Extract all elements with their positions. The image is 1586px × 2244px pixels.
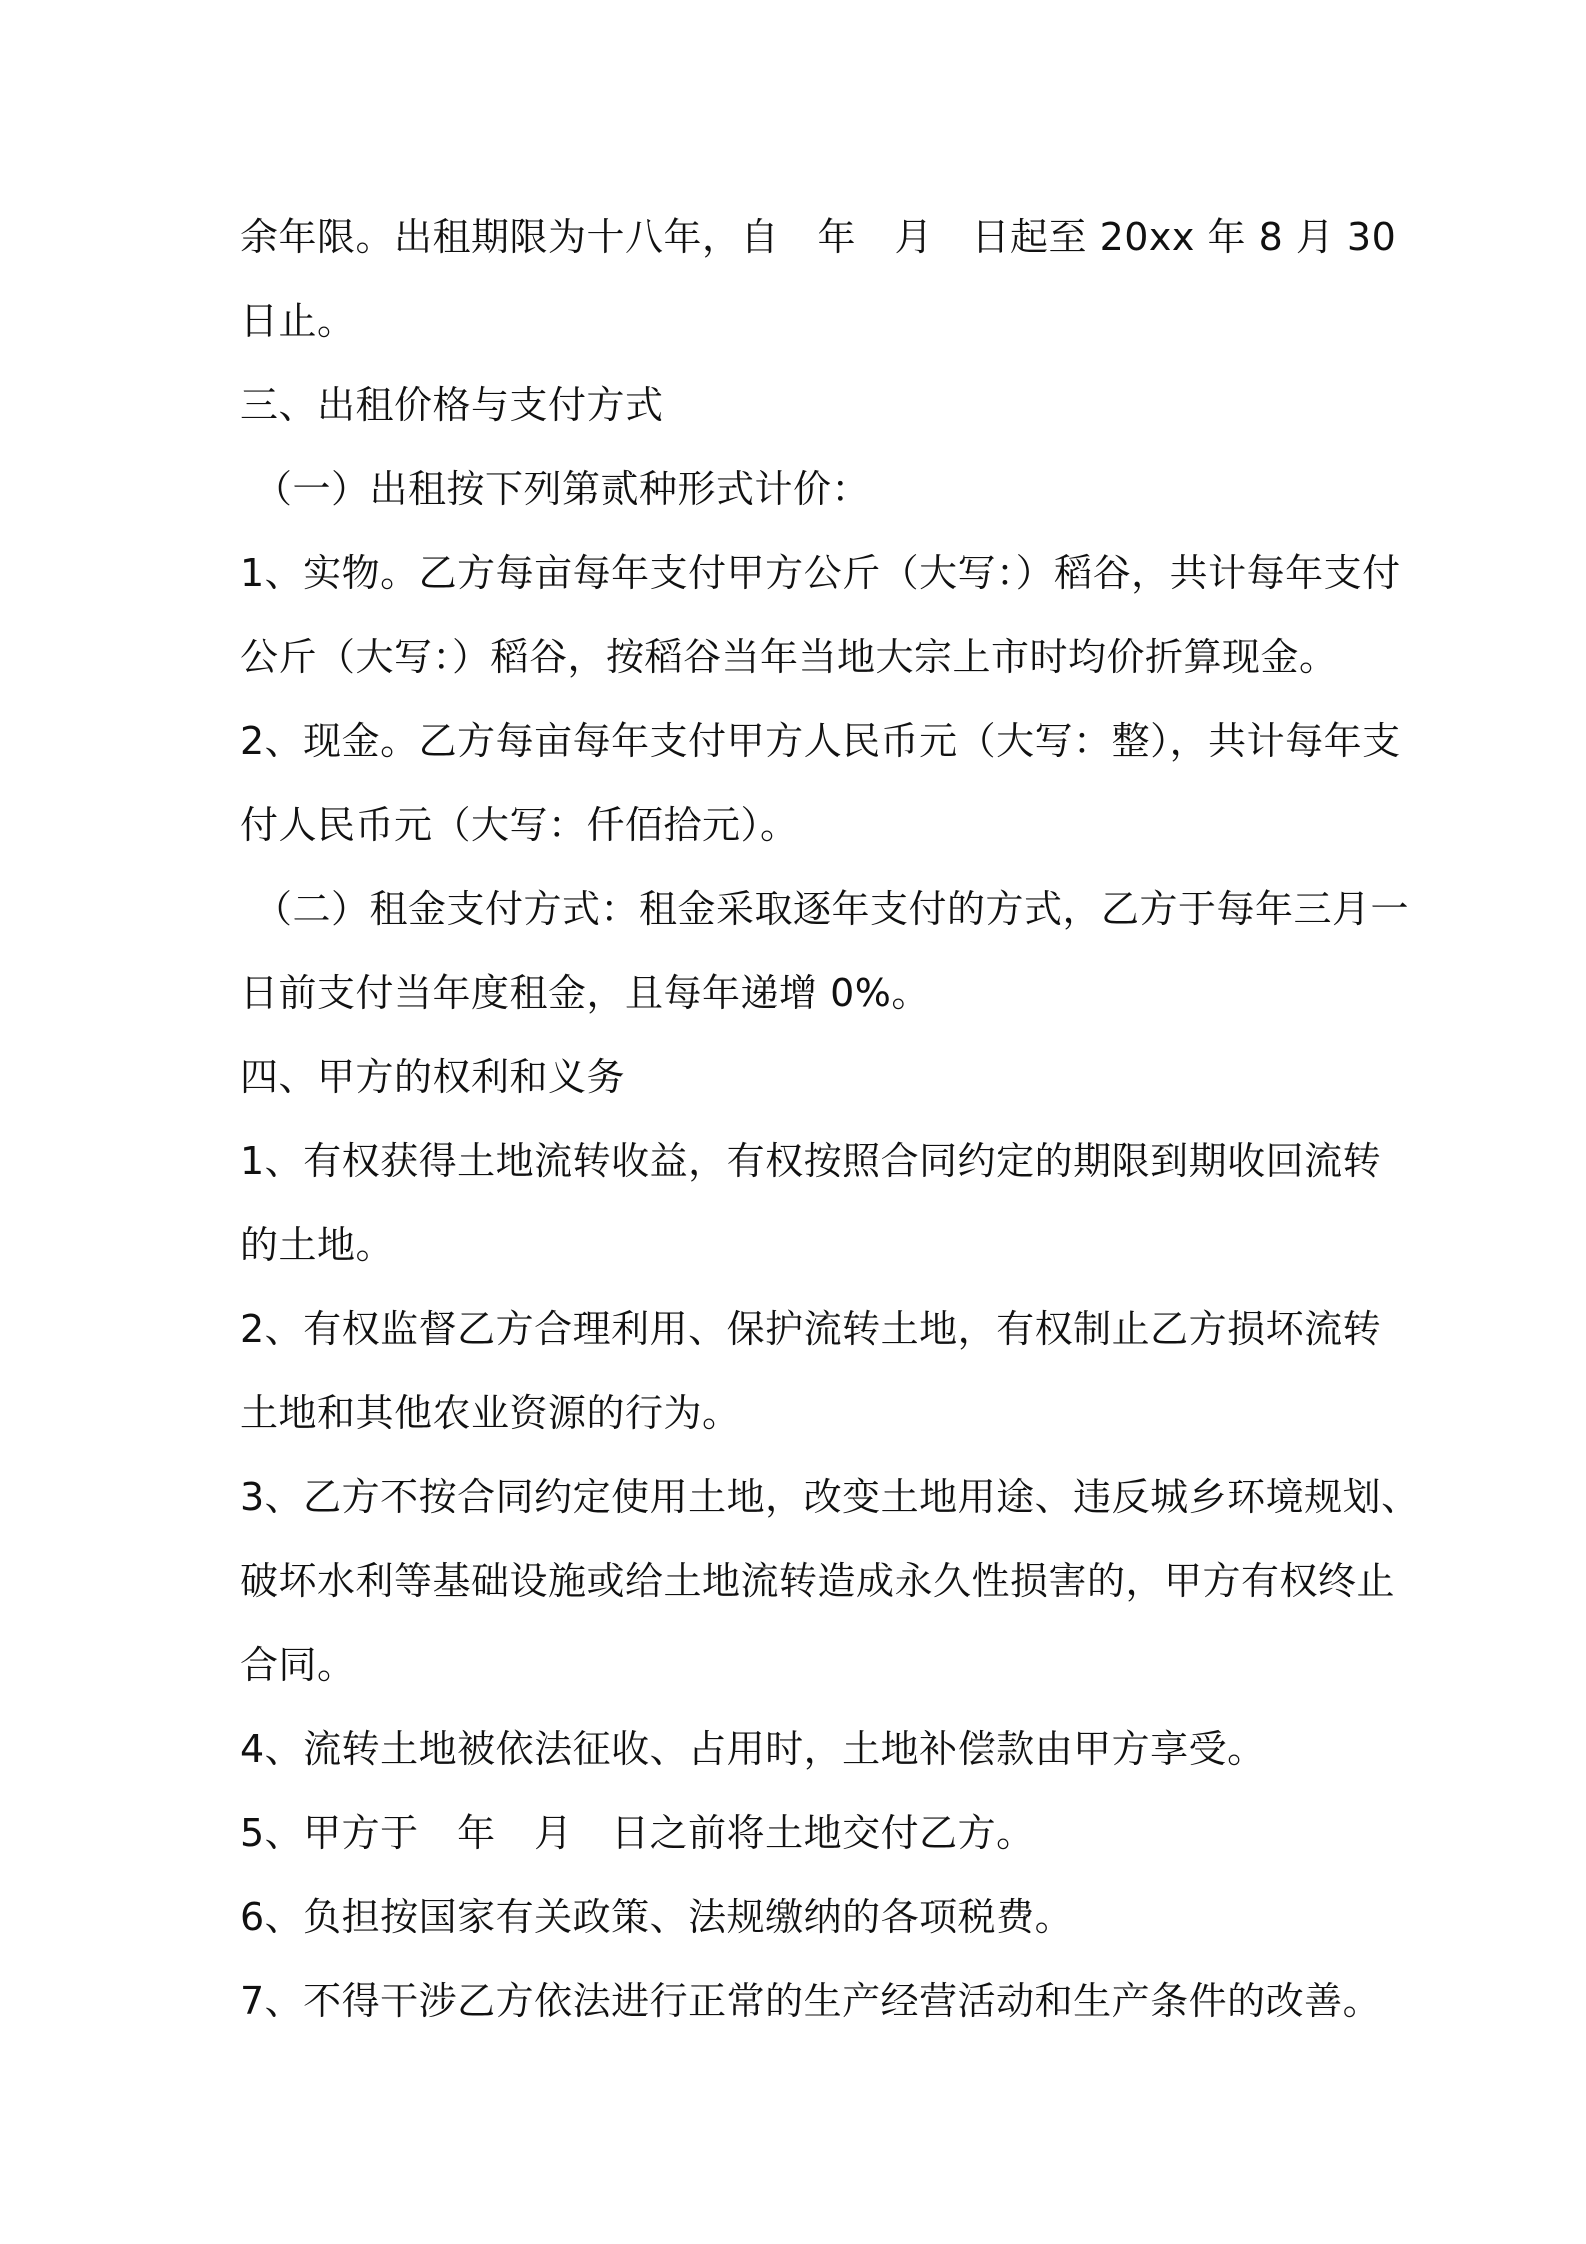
text-line: 7、不得干涉乙方依法进行正常的生产经营活动和生产条件的改善。 [240, 1979, 1382, 2023]
section-heading: 三、出租价格与支付方式 [240, 383, 664, 427]
document-body [240, 195, 1420, 2043]
subsection-heading: （二）租金支付方式：租金采取逐年支付的方式，乙方于每年三月一 [254, 887, 1410, 931]
text-line: 余年限。出租期限为十八年，自 年 月 日起至 20xx 年 8 月 30 [240, 215, 1397, 259]
text-line: 公斤（大写：）稻谷，按稻谷当年当地大宗上市时均价折算现金。 [240, 635, 1338, 679]
text-line: 日止。 [240, 299, 356, 343]
text-line: 合同。 [240, 1643, 356, 1687]
text-line: 5、甲方于 年 月 日之前将土地交付乙方。 [240, 1811, 1035, 1855]
text-line: 4、流转土地被依法征收、占用时，土地补偿款由甲方享受。 [240, 1727, 1266, 1771]
text-line: 日前支付当年度租金，且每年递增 0%。 [240, 971, 930, 1015]
section-heading: 四、甲方的权利和义务 [240, 1055, 626, 1099]
text-line: 1、实物。乙方每亩每年支付甲方公斤（大写：）稻谷，共计每年支付 [240, 551, 1401, 595]
text-line: 3、乙方不按合同约定使用土地，改变土地用途、违反城乡环境规划、 [240, 1475, 1420, 1519]
text-line: 付人民币元（大写：仟佰拾元）。 [240, 803, 799, 847]
text-line: 6、负担按国家有关政策、法规缴纳的各项税费。 [240, 1895, 1074, 1939]
text-line: 2、现金。乙方每亩每年支付甲方人民币元（大写：整），共计每年支 [240, 719, 1401, 763]
subsection-heading: （一）出租按下列第贰种形式计价： [254, 467, 871, 511]
text-line: 的土地。 [240, 1223, 395, 1267]
text-line: 1、有权获得土地流转收益，有权按照合同约定的期限到期收回流转 [240, 1139, 1382, 1183]
text-line: 土地和其他农业资源的行为。 [240, 1391, 741, 1435]
text-line: 破坏水利等基础设施或给土地流转造成永久性损害的，甲方有权终止 [240, 1559, 1396, 1603]
text-line: 2、有权监督乙方合理利用、保护流转土地，有权制止乙方损坏流转 [240, 1307, 1382, 1351]
